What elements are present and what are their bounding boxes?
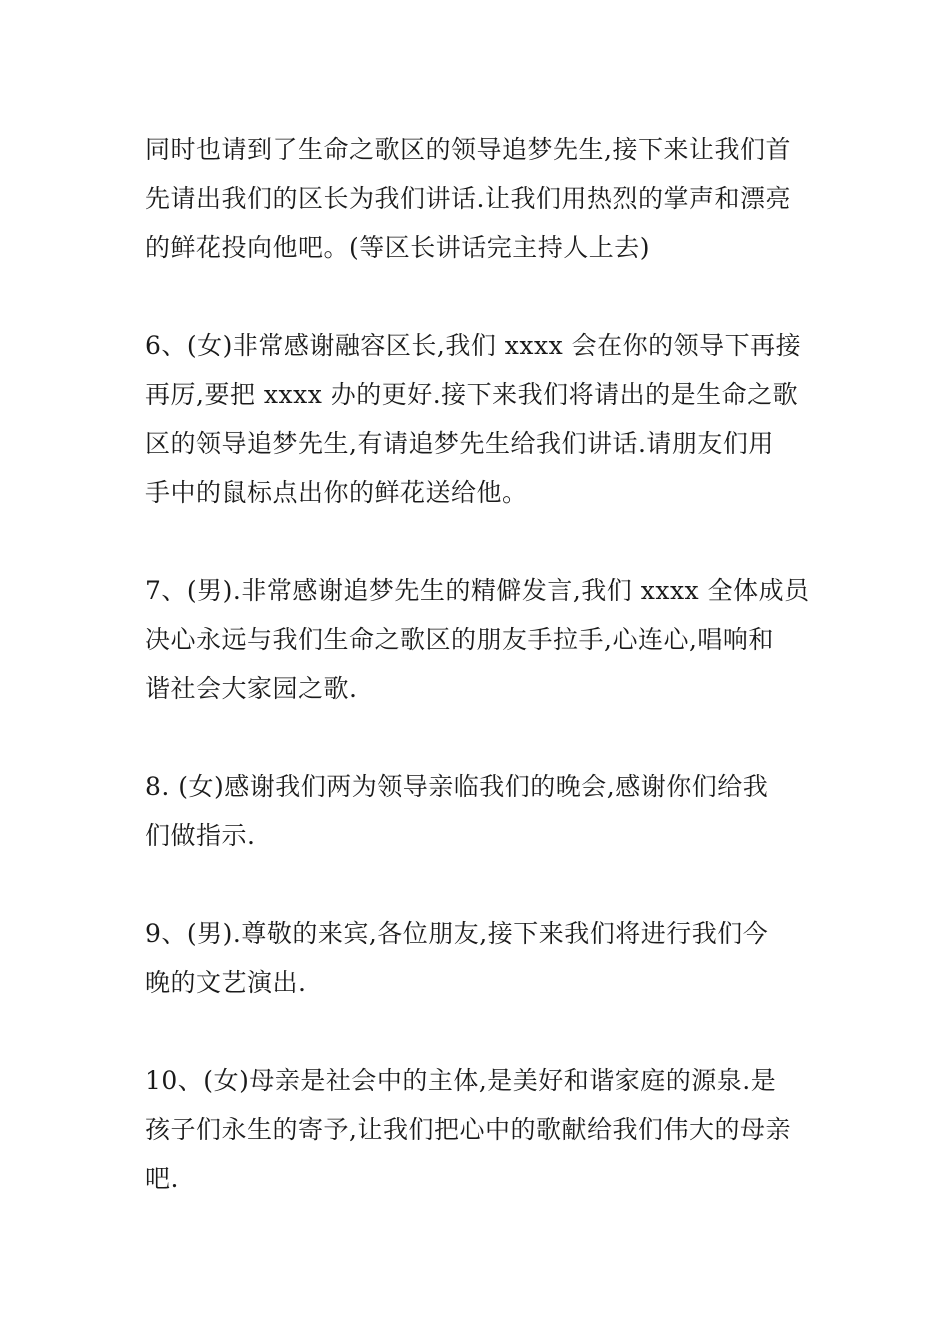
text-line: 10、(女)母亲是社会中的主体,是美好和谐家庭的源泉.是 bbox=[145, 1066, 777, 1095]
text-line: 再厉,要把 xxxx 办的更好.接下来我们将请出的是生命之歌 bbox=[145, 380, 799, 409]
paragraph-item-7 bbox=[145, 566, 815, 713]
paragraph-item-8 bbox=[145, 762, 815, 860]
text-line: 的鲜花投向他吧。(等区长讲话完主持人上去) bbox=[145, 233, 651, 262]
text-line: 7、(男).非常感谢追梦先生的精僻发言,我们 xxxx 全体成员 bbox=[145, 576, 810, 605]
text-line: 8. (女)感谢我们两为领导亲临我们的晚会,感谢你们给我 bbox=[145, 772, 769, 801]
text-line: 晚的文艺演出. bbox=[145, 968, 307, 997]
text-line: 6、(女)非常感谢融容区长,我们 xxxx 会在你的领导下再接 bbox=[145, 331, 802, 360]
text-line: 们做指示. bbox=[145, 821, 256, 850]
paragraph-intro bbox=[145, 125, 815, 272]
text-line: 孩子们永生的寄予,让我们把心中的歌献给我们伟大的母亲 bbox=[145, 1115, 791, 1144]
text-line: 9、(男).尊敬的来宾,各位朋友,接下来我们将进行我们今 bbox=[145, 919, 769, 948]
text-line: 谐社会大家园之歌. bbox=[145, 674, 358, 703]
paragraph-item-9 bbox=[145, 909, 815, 1007]
text-line: 同时也请到了生命之歌区的领导追梦先生,接下来让我们首 bbox=[145, 135, 791, 164]
text-line: 吧. bbox=[145, 1164, 179, 1193]
document-body bbox=[145, 125, 815, 1252]
paragraph-item-10 bbox=[145, 1056, 815, 1203]
text-line: 先请出我们的区长为我们讲话.让我们用热烈的掌声和漂亮 bbox=[145, 184, 791, 213]
paragraph-item-6 bbox=[145, 321, 815, 517]
text-line: 区的领导追梦先生,有请追梦先生给我们讲话.请朋友们用 bbox=[145, 429, 774, 458]
text-line: 手中的鼠标点出你的鲜花送给他。 bbox=[145, 478, 528, 507]
text-line: 决心永远与我们生命之歌区的朋友手拉手,心连心,唱响和 bbox=[145, 625, 774, 654]
